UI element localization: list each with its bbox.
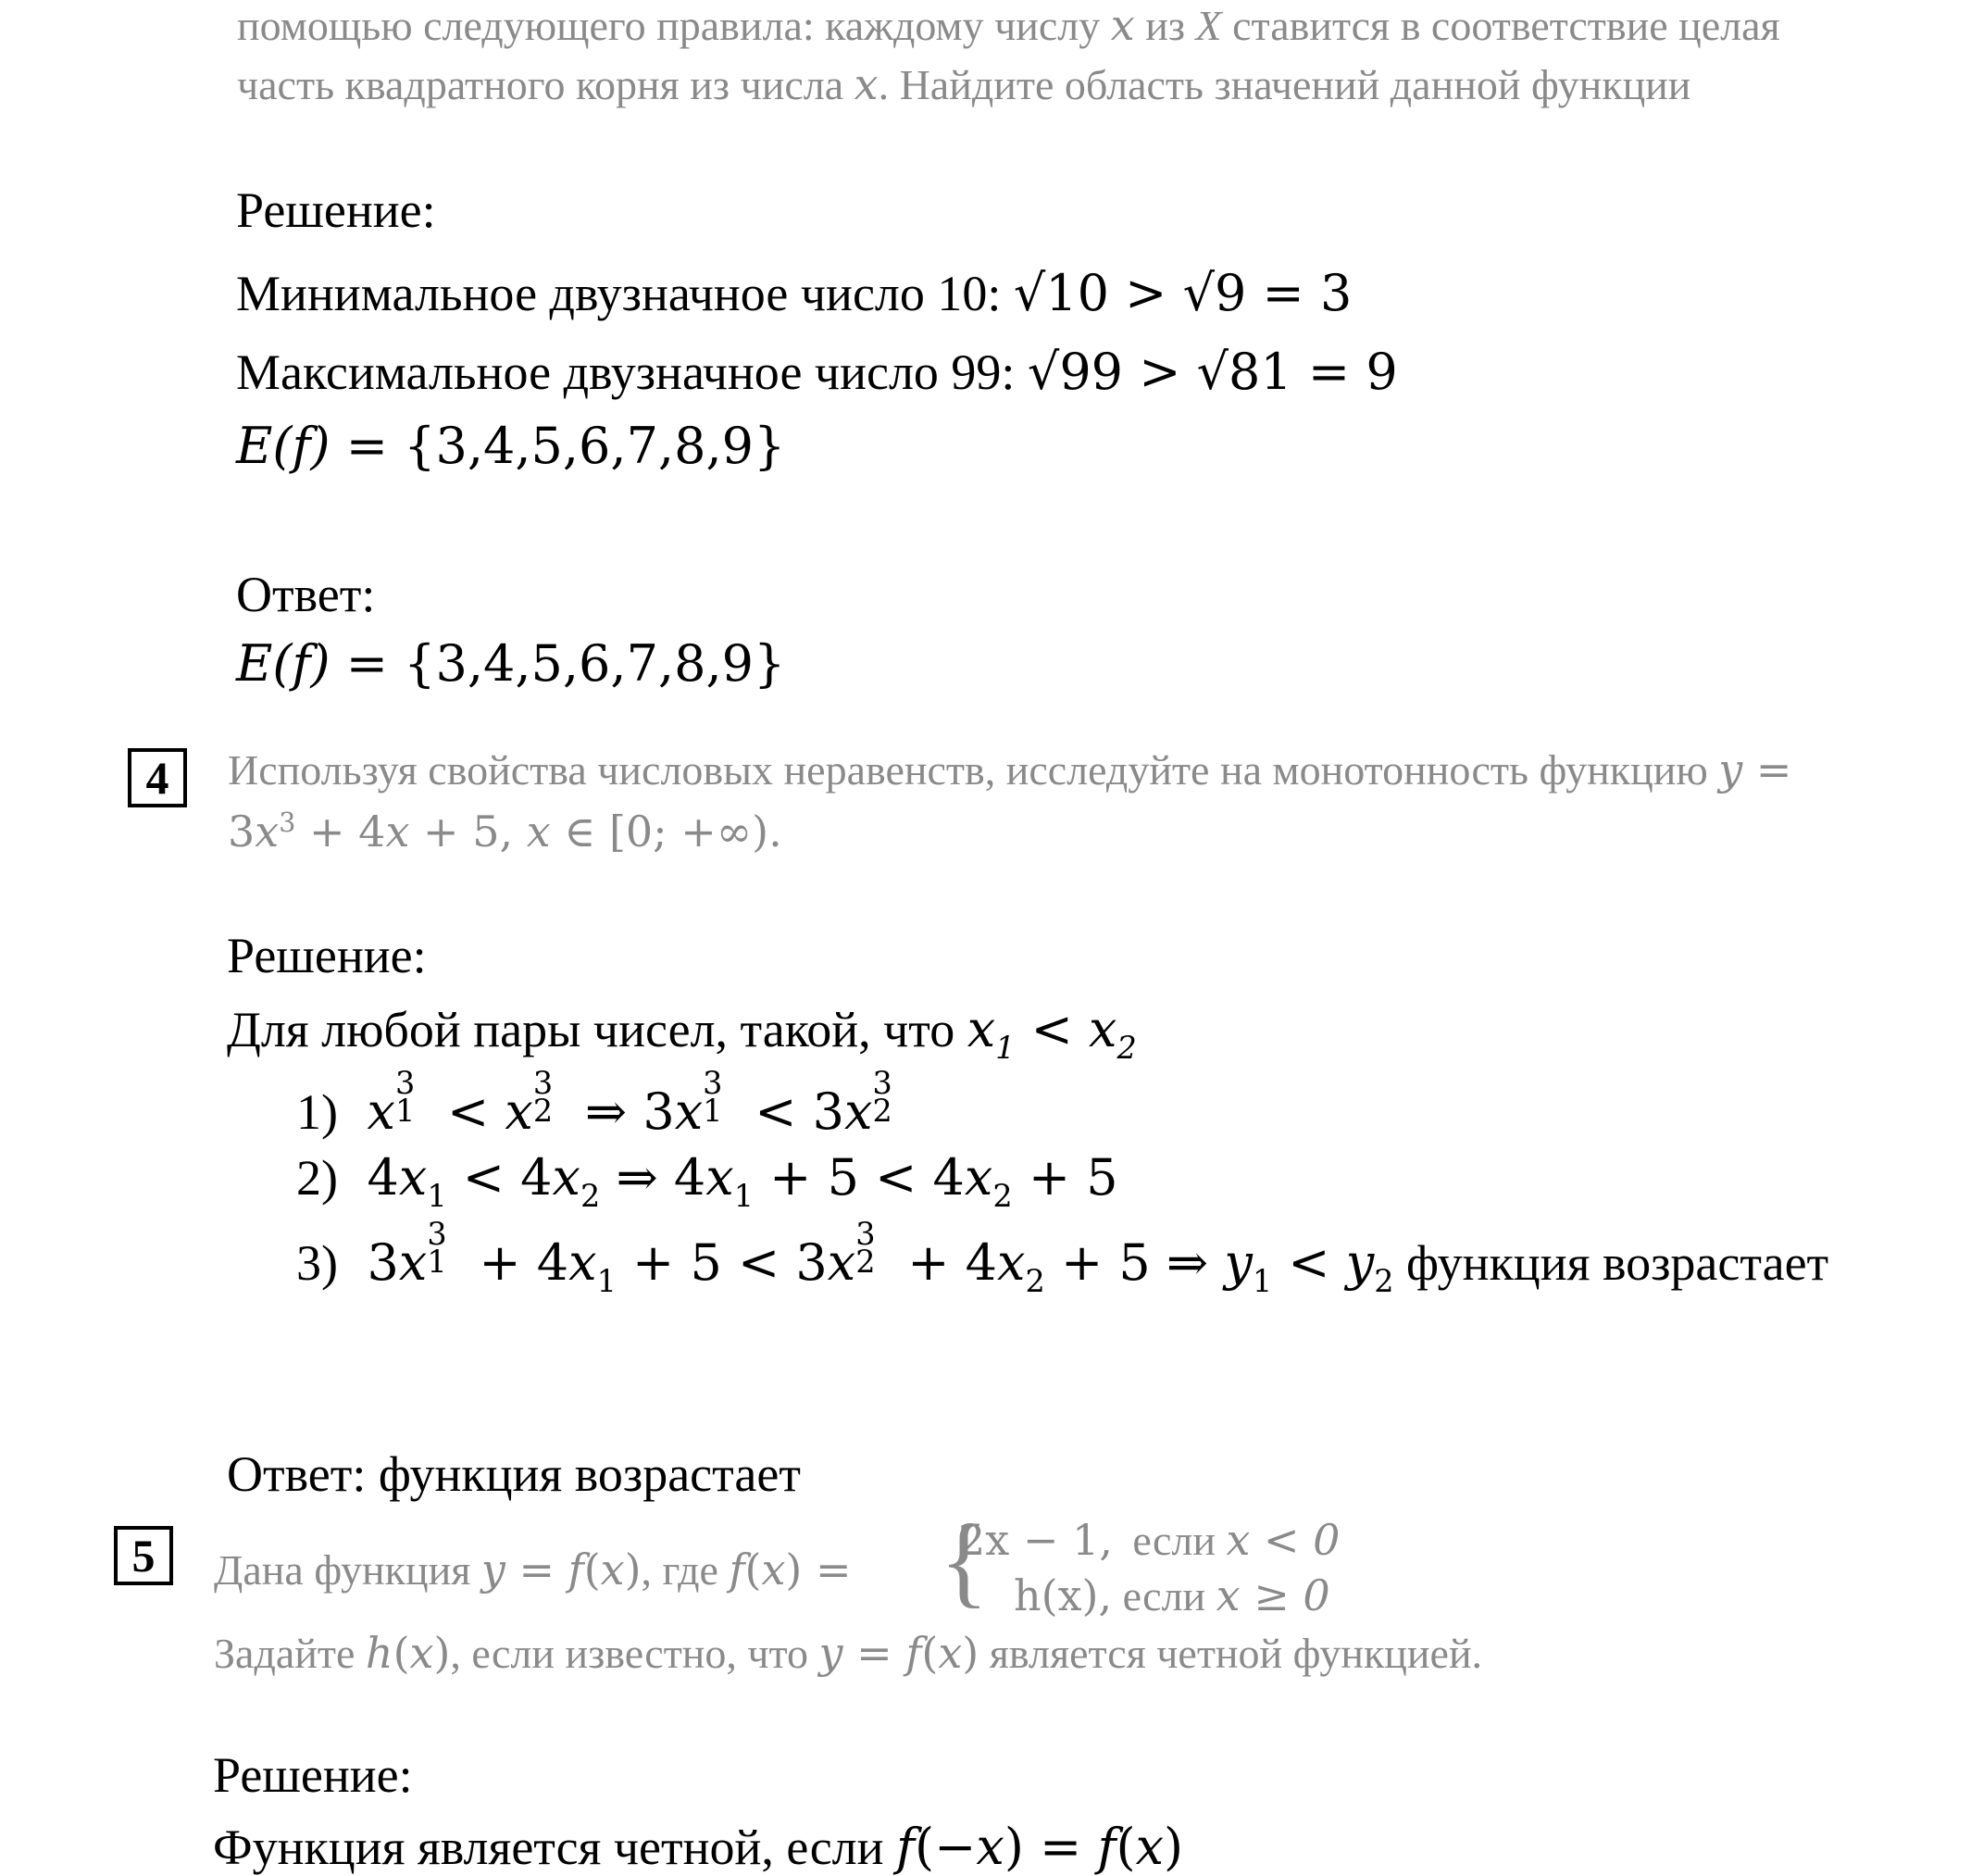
problem3-range-line: E(f) = {3,4,5,6,7,8,9} [236, 417, 786, 475]
problem5-condition-line2: Задайте h(x), если известно, что y = f(x) является четной функцией. [214, 1628, 1483, 1678]
problem4-intro-line: Для любой пары чисел, такой, что $x_1 < x_2$ [227, 1000, 1137, 1066]
problem4-condition-line2: $3x^3 + 4x + 5$, x ∈ [0; +∞). [228, 807, 782, 857]
problem5-condition-line1: Дана функция y = f(x), где f(x) = [214, 1545, 852, 1595]
problem5-case2: h(x), если x ≥ 0 [1014, 1570, 1330, 1620]
problem5-even-line: Функция является четной, если f(−x) = f(x) [213, 1818, 1184, 1876]
problem3-min-line: Минимальное двузначное число 10: √10 > √9 = 3 [236, 264, 1353, 322]
problem3-answer-value: E(f) = {3,4,5,6,7,8,9} [236, 634, 786, 693]
problem4-answer: Ответ: функция возрастает [227, 1446, 801, 1502]
problem4-step2: 2) $4x_1 < 4x_2$ ⇒ $4x_1 + 5 < 4x_2 + 5$ [296, 1148, 1118, 1214]
problem4-condition-line1: Используя свойства числовых неравенств, исследуйте на монотонность функцию y = [228, 744, 1792, 794]
problem5-solution-label: Решение: [213, 1747, 413, 1803]
problem3-condition-line1: помощью следующего правила: каждому числу x из X ставится в соответствие целая [237, 0, 1780, 50]
problem3-solution-label: Решение: [236, 182, 436, 238]
problem4-step3: 3) 3x 3 1 + $4x_1 + 5 < 3x$ 3 2 + $4x_2 + 5$ ⇒ $y_1 < y_2$ функция возрастает [296, 1216, 1829, 1299]
problem5-piecewise-brace: { [940, 1504, 989, 1617]
problem3-max-line: Максимальное двузначное число 99: √99 > √81 = 9 [236, 343, 1398, 401]
problem5-case1: 2x − 1, если x < 0 [958, 1515, 1341, 1565]
problem3-answer-label: Ответ: [236, 567, 376, 622]
problem4-solution-label: Решение: [227, 928, 427, 983]
problem5-number-badge: 5 [114, 1526, 173, 1585]
problem3-condition-line2: часть квадратного корня из числа x. Найдите область значений данной функции [237, 59, 1691, 109]
problem4-step1: 1) x 3 1 < x 3 2 ⇒ 3x 3 1 < 3x 3 2 [296, 1065, 892, 1141]
problem4-number-badge: 4 [128, 748, 187, 807]
